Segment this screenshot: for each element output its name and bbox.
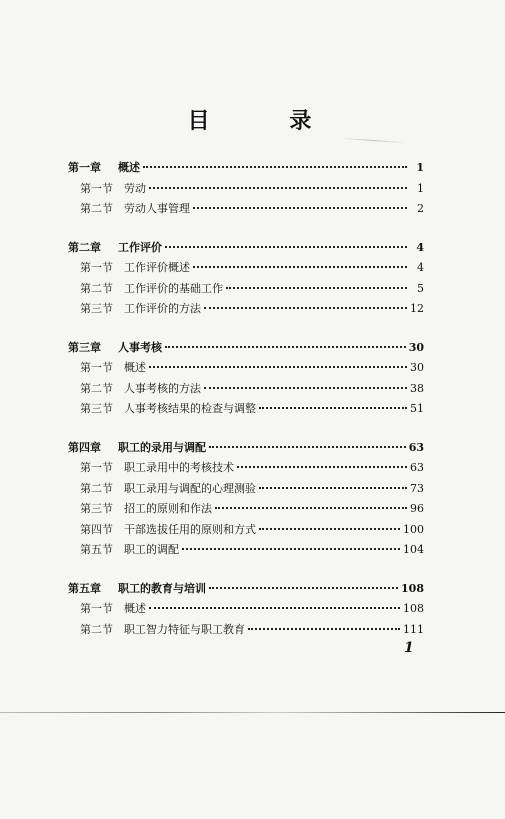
dot-leader (165, 245, 407, 248)
entry-title: 劳动人事管理 (124, 202, 190, 215)
toc-chapter-entry (68, 579, 424, 600)
toc-section-entry (68, 358, 424, 379)
toc-section-entry (68, 620, 424, 641)
entry-number: 第五节 (80, 543, 113, 556)
toc-chapter-entry (68, 438, 424, 459)
entry-number: 第二节 (80, 381, 113, 395)
page-number: 1 (404, 640, 414, 656)
toc-section-entry (68, 258, 424, 279)
dot-leader (248, 627, 400, 630)
toc-section-entry (68, 520, 424, 541)
dot-leader (182, 547, 400, 550)
toc-section-entry (68, 479, 424, 500)
toc-section-entry (68, 279, 424, 300)
dot-leader (259, 406, 407, 409)
toc-section-entry (68, 540, 424, 561)
entry-title: 职工的录用与调配 (118, 440, 206, 454)
entry-page-number: 63 (410, 461, 424, 474)
entry-title: 职工录用中的考核技术 (124, 461, 234, 474)
entry-title: 工作评价概述 (124, 261, 190, 274)
entry-number: 第一章 (68, 161, 101, 174)
entry-number: 第一节 (80, 361, 113, 374)
dot-leader (204, 386, 407, 389)
toc-spacer (68, 320, 424, 338)
toc-section-entry (68, 458, 424, 479)
entry-title: 职工录用与调配的心理测验 (124, 481, 256, 495)
entry-page-number: 5 (417, 281, 424, 295)
entry-page-number: 2 (417, 202, 424, 215)
dot-leader (259, 486, 407, 489)
entry-title: 职工智力特征与职工教育 (124, 622, 245, 636)
entry-page-number: 111 (403, 622, 424, 636)
toc-section-entry (68, 299, 424, 320)
entry-number: 第二节 (80, 622, 113, 636)
entry-page-number: 1 (417, 181, 424, 195)
dot-leader (209, 586, 398, 589)
page-title: 目 录 (187, 108, 348, 134)
entry-title: 职工的调配 (124, 543, 179, 556)
entry-title: 概述 (118, 161, 140, 174)
entry-number: 第三章 (68, 340, 101, 354)
entry-page-number: 104 (403, 543, 424, 556)
toc-spacer (68, 220, 424, 238)
dot-leader (149, 606, 400, 609)
entry-page-number: 108 (403, 602, 424, 615)
entry-number: 第一节 (80, 461, 113, 474)
toc-chapter-entry (68, 238, 424, 259)
toc-chapter-entry (68, 338, 424, 359)
entry-page-number: 30 (410, 361, 424, 374)
entry-number: 第五章 (68, 581, 101, 595)
entry-number: 第四章 (68, 440, 101, 454)
entry-page-number: 4 (417, 261, 424, 274)
dot-leader (237, 465, 407, 468)
entry-title: 工作评价的基础工作 (124, 281, 223, 295)
entry-number: 第二节 (80, 202, 113, 215)
toc-spacer (68, 420, 424, 438)
entry-number: 第二节 (80, 281, 113, 295)
table-of-contents (68, 158, 424, 640)
toc-spacer (68, 561, 424, 579)
dot-leader (149, 186, 407, 189)
entry-page-number: 30 (408, 340, 424, 354)
entry-number: 第二节 (80, 481, 113, 495)
entry-title: 工作评价的方法 (124, 302, 201, 315)
entry-title: 人事考核的方法 (124, 381, 201, 395)
toc-section-entry (68, 379, 424, 400)
entry-page-number: 4 (416, 240, 424, 254)
scan-mark (338, 138, 408, 144)
dot-leader (209, 445, 406, 448)
entry-number: 第四节 (80, 522, 113, 536)
dot-leader (204, 306, 407, 309)
entry-number: 第一节 (80, 181, 113, 195)
entry-page-number: 96 (410, 502, 424, 515)
dot-leader (193, 206, 407, 209)
entry-page-number: 51 (410, 402, 424, 415)
dot-leader (226, 286, 407, 289)
entry-number: 第三节 (80, 502, 113, 515)
toc-section-entry (68, 599, 424, 620)
entry-page-number: 12 (410, 302, 424, 315)
entry-number: 第一节 (80, 602, 113, 615)
entry-number: 第一节 (80, 261, 113, 274)
entry-number: 第二章 (68, 240, 101, 254)
dot-leader (259, 527, 400, 530)
entry-title: 工作评价 (118, 240, 162, 254)
toc-section-entry (68, 179, 424, 200)
entry-page-number: 38 (410, 381, 424, 395)
dot-leader (149, 365, 407, 368)
toc-section-entry (68, 199, 424, 220)
toc-chapter-entry (68, 158, 424, 179)
dot-leader (143, 165, 407, 168)
toc-section-entry (68, 499, 424, 520)
dot-leader (165, 345, 406, 348)
entry-page-number: 73 (410, 481, 424, 495)
entry-page-number: 100 (403, 522, 424, 536)
entry-title: 招工的原则和作法 (124, 502, 212, 515)
entry-title: 概述 (124, 361, 146, 374)
entry-page-number: 63 (408, 440, 424, 454)
entry-page-number: 1 (416, 161, 424, 174)
entry-title: 职工的教育与培训 (118, 581, 206, 595)
entry-number: 第三节 (80, 302, 113, 315)
entry-title: 干部选拔任用的原则和方式 (124, 522, 256, 536)
entry-title: 人事考核 (118, 340, 162, 354)
dot-leader (215, 506, 407, 509)
entry-number: 第三节 (80, 402, 113, 415)
entry-title: 劳动 (124, 181, 146, 195)
dot-leader (193, 265, 407, 268)
toc-section-entry (68, 399, 424, 420)
entry-title: 人事考核结果的检查与调整 (124, 402, 256, 415)
entry-page-number: 108 (401, 581, 424, 595)
page-edge-line (0, 712, 505, 713)
entry-title: 概述 (124, 602, 146, 615)
